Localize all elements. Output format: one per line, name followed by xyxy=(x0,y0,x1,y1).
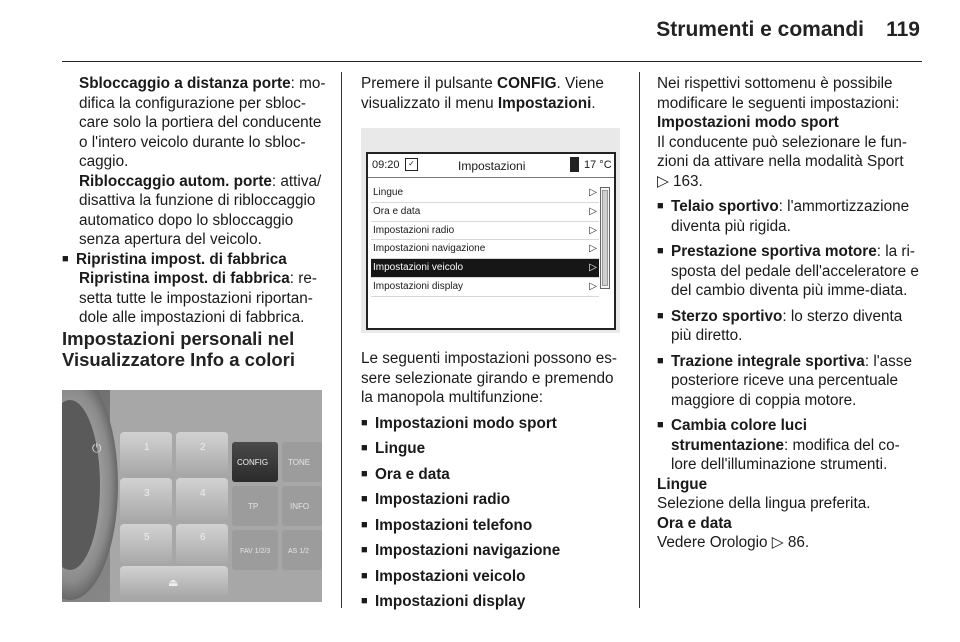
paragraph-lingue: Selezione della lingua preferita. xyxy=(657,495,871,512)
paragraph-reset xyxy=(62,269,327,328)
chevron-right-icon: ▷ xyxy=(589,262,597,274)
header-rule xyxy=(62,61,922,62)
paragraph-sport xyxy=(657,133,923,192)
heading-sport: Impostazioni modo sport xyxy=(657,114,839,131)
screen-menu-item xyxy=(371,222,599,241)
paragraph-selectable: Le seguenti impostazioni possono es-sere selezionate girando e premendo la manopola multifunzione: xyxy=(361,350,617,406)
term-text: : attiva/ disattiva la funzione di ribloccaggio automatico dopo lo sbloccaggio senza apertura del veicolo. xyxy=(79,172,322,248)
column-2 xyxy=(361,74,623,113)
tone-button: TONE xyxy=(288,458,311,467)
term-label: Telaio sportivo xyxy=(671,198,779,215)
column-2-lower xyxy=(361,349,623,612)
screen-temperature: 17 °C xyxy=(584,159,612,171)
power-icon: ⏻ xyxy=(92,441,102,455)
screen-menu-item-label: Impostazioni display xyxy=(373,280,464,292)
bullet-reset: ■ Ripristina impost. di fabbrica xyxy=(62,250,327,270)
screen-menu-item xyxy=(371,184,599,203)
preset-button-5: 5 xyxy=(144,532,150,543)
bullet-item: ■ Impostazioni display xyxy=(361,592,623,612)
term-text: : la ri-sposta del pedale dell'acceleratore e del cambio diventa più imme-diata. xyxy=(671,243,919,299)
config-term: CONFIG xyxy=(497,75,557,92)
paragraph-unlock xyxy=(62,74,327,172)
term-label: Cambia colore luci strumentazione xyxy=(671,417,808,454)
preset-button-1: 1 xyxy=(144,442,150,453)
phone-icon xyxy=(570,157,579,172)
text: . xyxy=(591,94,596,112)
screen-menu-item xyxy=(371,240,599,259)
bullet-item: ■ Impostazioni veicolo xyxy=(361,567,623,587)
bullet-item xyxy=(657,197,923,236)
screen-menu-item-label: Impostazioni veicolo xyxy=(373,262,464,274)
eject-icon: ⏏ xyxy=(168,576,179,589)
scrollbar-thumb xyxy=(602,190,608,286)
sport-options-list xyxy=(657,197,923,475)
info-button: INFO xyxy=(290,502,310,511)
bullet-item xyxy=(657,416,923,475)
term-text: : modifica del co-lore dell'illuminazione strumenti. xyxy=(671,436,900,473)
column-divider-2 xyxy=(639,72,640,608)
column-divider-1 xyxy=(341,72,342,608)
screen-menu-item-label: Impostazioni navigazione xyxy=(373,243,486,255)
bullet-item: ■ Impostazioni telefono xyxy=(361,516,623,536)
screen-menu-list xyxy=(371,184,599,297)
term-label: Trazione integrale sportiva xyxy=(671,352,865,370)
bullet-item xyxy=(657,352,923,411)
chevron-right-icon: ▷ xyxy=(589,187,597,198)
screen-menu-item xyxy=(371,278,599,297)
preset-button-6: 6 xyxy=(200,532,206,543)
chevron-right-icon: ▷ xyxy=(589,224,597,236)
preset-button-4: 4 xyxy=(200,488,206,499)
screen-status-bar xyxy=(368,154,614,178)
chevron-right-icon: ▷ xyxy=(589,280,597,292)
term-text: : re-setta tutte le impostazioni riportan-dole alle impostazioni di fabbrica. xyxy=(79,270,317,326)
fav-button: FAV 1/2/3 xyxy=(240,548,271,555)
term-label: Ripristina impost. di fabbrica xyxy=(79,270,290,287)
screen-frame xyxy=(366,152,616,330)
text: Il conducente può selezionare le fun-zioni da attivare nella modalità Sport xyxy=(657,133,908,170)
term-text: : lo sterzo diventa più diretto. xyxy=(671,307,903,344)
term-label: Prestazione sportiva motore xyxy=(671,243,877,260)
term-text: : mo-difica la configurazione per sbloc-care solo la portiera del conducente o l'intero veicolo durante lo sbloc-caggio. xyxy=(79,75,326,170)
section-heading: Impostazioni personali nel Visualizzatore Info a colori xyxy=(62,327,296,370)
screen-menu-item-label: Impostazioni radio xyxy=(373,224,455,236)
bullet-item: ■ Ora e data xyxy=(361,465,623,485)
bullet-item: ■ Impostazioni modo sport xyxy=(361,414,623,434)
screen-scrollbar xyxy=(600,187,610,289)
term-label: Ribloccaggio autom. porte xyxy=(79,172,272,190)
column-3 xyxy=(657,74,923,553)
back-icon: ✓ xyxy=(405,158,418,171)
as-button: AS 1/2 xyxy=(288,548,310,555)
paragraph-submenu: Nei rispettivi sottomenu è possibile modificare le seguenti impostazioni: xyxy=(657,75,900,112)
paragraph-ora: Vedere Orologio ▷ 86. xyxy=(657,534,810,551)
chevron-right-icon: ▷ xyxy=(589,205,597,217)
bullet-item xyxy=(657,242,923,301)
bullet-item: ■ Lingue xyxy=(361,439,623,459)
preset-button-3: 3 xyxy=(144,488,150,499)
settings-bullet-list xyxy=(361,414,623,612)
tp-button: TP xyxy=(248,502,259,511)
radio-panel-photo xyxy=(62,390,322,602)
settings-screen-image xyxy=(361,128,620,333)
config-button: CONFIG xyxy=(237,458,269,467)
term-label: Sbloccaggio a distanza porte xyxy=(79,75,291,92)
preset-button-2: 2 xyxy=(200,442,206,453)
text: Premere il pulsante xyxy=(361,75,498,92)
screen-menu-item-label: Lingue xyxy=(373,187,404,198)
page-reference: ▷ 163. xyxy=(657,172,703,190)
screen-title: Impostazioni xyxy=(458,159,526,173)
term-text: : l'asse posteriore riceve una percentuale maggiore di coppia motore. xyxy=(671,352,912,409)
bullet-item: ■ Impostazioni navigazione xyxy=(361,541,623,561)
bullet-item xyxy=(657,307,923,346)
column-1 xyxy=(62,74,327,370)
heading-ora: Ora e data xyxy=(657,514,732,532)
heading-lingue: Lingue xyxy=(657,475,708,493)
chevron-right-icon: ▷ xyxy=(589,243,597,255)
term-label: Sterzo sportivo xyxy=(671,307,783,325)
screen-menu-item xyxy=(371,203,599,222)
screen-menu-item-label: Ora e data xyxy=(373,205,421,217)
screen-menu-item xyxy=(371,259,599,278)
paragraph-press-config xyxy=(361,74,623,113)
screen-time: 09:20 xyxy=(372,159,400,171)
section-title: Strumenti e comandi xyxy=(656,18,864,41)
radio-panel-illustration xyxy=(62,390,322,602)
page-header xyxy=(0,0,960,62)
menu-term: Impostazioni xyxy=(497,94,592,112)
bullet-item: ■ Impostazioni radio xyxy=(361,490,623,510)
text: . Viene visualizzato il menu xyxy=(361,75,604,112)
page-number: 119 xyxy=(886,18,920,41)
paragraph-relock xyxy=(62,172,327,250)
term-text: : l'ammortizzazione diventa più rigida. xyxy=(671,198,910,235)
